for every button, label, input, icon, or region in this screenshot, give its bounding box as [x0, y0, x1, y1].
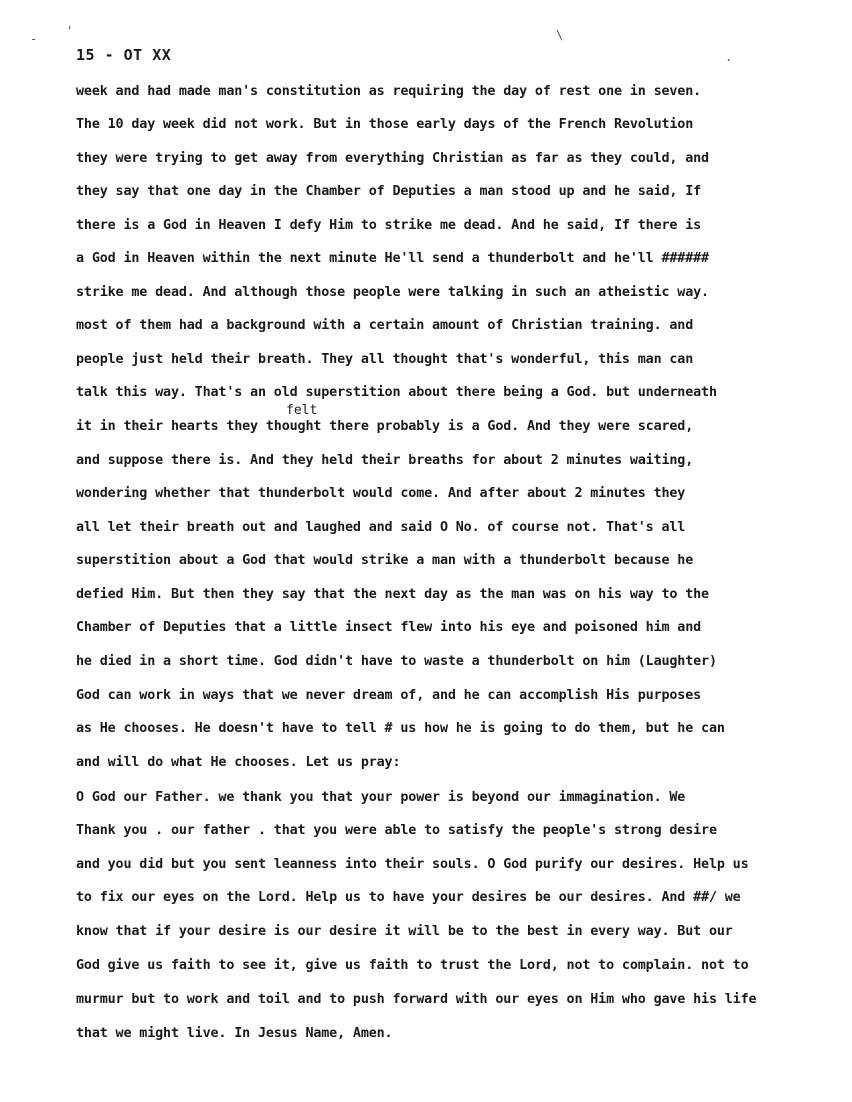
- text-line: as He chooses. He doesn't have to tell # us how he is going to do them, but he can: [76, 721, 725, 736]
- text-line: they were trying to get away from everything Christian as far as they could, and: [76, 151, 709, 166]
- text-line: and you did but you sent leanness into their souls. O God purify our desires. Help us: [76, 857, 749, 872]
- handwritten-insertion: felt: [286, 403, 318, 418]
- text-line: O God our Father. we thank you that your power is beyond our immagination. We: [76, 790, 686, 805]
- text-line: most of them had a background with a certain amount of Christian training. and: [76, 318, 694, 333]
- text-line: strike me dead. And although those people were talking in such an atheistic way.: [76, 285, 709, 300]
- text-line: he died in a short time. God didn't have to waste a thunderbolt on him (Laughter): [76, 654, 717, 669]
- stray-mark: \: [556, 28, 564, 42]
- text-line: that we might live. In Jesus Name, Amen.: [76, 1026, 393, 1041]
- text-line: God give us faith to see it, give us faith to trust the Lord, not to complain. not to: [76, 958, 749, 973]
- text-line: defied Him. But then they say that the next day as the man was on his way to the: [76, 587, 709, 602]
- text-line: people just held their breath. They all thought that's wonderful, this man can: [76, 352, 694, 367]
- text-line: to fix our eyes on the Lord. Help us to have your desires be our desires. And ##/ we: [76, 890, 741, 905]
- page-label: 15 - OT XX: [76, 46, 172, 64]
- text-line: and suppose there is. And they held their breaths for about 2 minutes waiting,: [76, 453, 694, 468]
- stray-mark: ': [66, 24, 74, 38]
- text-line: a God in Heaven within the next minute He'll send a thunderbolt and he'll ######: [76, 251, 709, 266]
- text-line: week and had made man's constitution as requiring the day of rest one in seven.: [76, 84, 702, 99]
- stray-mark: .: [725, 50, 733, 64]
- text-line: God can work in ways that we never dream of, and he can accomplish His purposes: [76, 688, 702, 703]
- text-line: there is a God in Heaven I defy Him to strike me dead. And he said, If there is: [76, 218, 702, 233]
- text-line: talk this way. That's an old superstition about there being a God. but underneath: [76, 385, 717, 400]
- text-line: they say that one day in the Chamber of Deputies a man stood up and he said, If: [76, 184, 702, 199]
- text-line: The 10 day week did not work. But in those early days of the French Revolution: [76, 117, 694, 132]
- text-line: know that if your desire is our desire it will be to the best in every way. But our: [76, 924, 733, 939]
- text-line: and will do what He chooses. Let us pray:: [76, 755, 401, 770]
- text-line: murmur but to work and toil and to push forward with our eyes on Him who gave his life: [76, 992, 757, 1007]
- stray-mark: -: [30, 32, 38, 46]
- text-line: all let their breath out and laughed and said O No. of course not. That's all: [76, 520, 686, 535]
- text-line: it in their hearts they thought there probably is a God. And they were scared,: [76, 419, 694, 434]
- text-line: superstition about a God that would strike a man with a thunderbolt because he: [76, 553, 694, 568]
- text-line: Thank you . our father . that you were able to satisfy the people's strong desire: [76, 823, 717, 838]
- text-line: wondering whether that thunderbolt would come. And after about 2 minutes they: [76, 486, 686, 501]
- text-line: Chamber of Deputies that a little insect flew into his eye and poisoned him and: [76, 620, 702, 635]
